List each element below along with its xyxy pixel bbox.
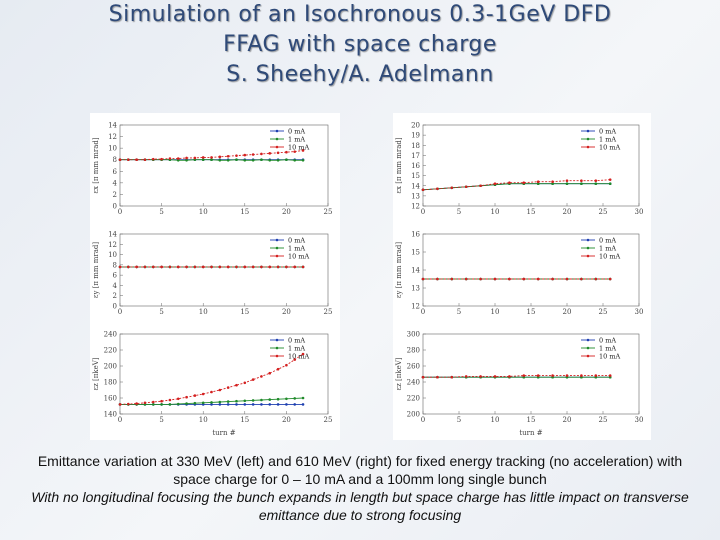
y-tick-label: 17 (411, 151, 420, 160)
data-point (277, 159, 280, 162)
data-point (277, 266, 280, 269)
data-point (580, 278, 583, 281)
data-point (135, 158, 138, 161)
legend-marker (276, 239, 279, 242)
y-tick-label: 200 (406, 410, 420, 419)
data-point (595, 182, 598, 185)
data-point (436, 187, 439, 190)
data-point (177, 266, 180, 269)
legend-label: 0 mA (599, 336, 617, 345)
data-point (210, 401, 213, 404)
data-point (436, 278, 439, 281)
data-point (235, 403, 238, 406)
y-tick-label: 4 (112, 179, 117, 188)
data-point (436, 376, 439, 379)
x-tick-label: 25 (598, 208, 608, 216)
y-axis-label: εy [π mm mrad] (395, 241, 403, 299)
data-point (135, 402, 138, 405)
data-point (194, 157, 197, 160)
x-tick-label: 30 (634, 208, 644, 216)
x-tick-label: 10 (490, 416, 500, 424)
data-point (580, 179, 583, 182)
data-point (119, 403, 122, 406)
y-tick-label: 14 (108, 230, 117, 239)
data-point (268, 403, 271, 406)
x-tick-label: 25 (323, 416, 333, 424)
data-point (260, 399, 263, 402)
legend-marker (587, 247, 590, 250)
x-axis-label: turn # (212, 429, 236, 437)
data-point (551, 278, 554, 281)
y-tick-label: 140 (103, 410, 117, 419)
data-point (260, 266, 263, 269)
data-point (293, 397, 296, 400)
y-axis-label: εx [π mm mrad] (92, 137, 100, 194)
data-point (152, 266, 155, 269)
data-point (595, 374, 598, 377)
data-point (235, 384, 238, 387)
legend-marker (587, 130, 590, 133)
data-point (119, 158, 122, 161)
chart-left-mid (90, 222, 340, 322)
x-tick-label: 15 (240, 208, 250, 216)
x-tick-label: 20 (281, 208, 291, 216)
data-point (252, 378, 255, 381)
x-tick-label: 0 (420, 208, 426, 216)
legend-label: 1 mA (599, 135, 617, 144)
data-point (185, 402, 188, 405)
data-point (285, 266, 288, 269)
legend-label: 0 mA (288, 336, 306, 345)
y-tick-label: 14 (411, 182, 420, 191)
data-point (244, 382, 247, 385)
x-tick-label: 15 (240, 416, 250, 424)
legend-marker (587, 138, 590, 141)
x-tick-label: 25 (598, 416, 608, 424)
legend-label: 0 mA (599, 236, 617, 245)
y-tick-label: 0 (112, 302, 117, 311)
data-point (566, 179, 569, 182)
chart-left-top (90, 113, 340, 222)
data-point (609, 374, 612, 377)
data-point (244, 266, 247, 269)
x-tick-label: 25 (598, 308, 608, 316)
legend-label: 10 mA (288, 352, 310, 361)
data-point (144, 402, 147, 405)
data-point (252, 159, 255, 162)
x-tick-label: 20 (281, 308, 291, 316)
data-point (260, 375, 263, 378)
data-point (235, 154, 238, 157)
chart-left-bot (90, 322, 340, 440)
chart-right-bot (393, 322, 651, 440)
data-point (185, 157, 188, 160)
data-point (566, 374, 569, 377)
y-tick-label: 12 (108, 133, 117, 142)
data-point (169, 403, 172, 406)
x-tick-label: 10 (198, 308, 208, 316)
y-tick-label: 10 (108, 144, 117, 153)
x-tick-label: 10 (198, 208, 208, 216)
title-line-2: FFAG with space charge (223, 32, 497, 57)
data-point (285, 398, 288, 401)
data-point (285, 364, 288, 367)
data-point (268, 152, 271, 155)
data-point (119, 266, 122, 269)
data-point (169, 266, 172, 269)
x-tick-label: 20 (281, 416, 291, 424)
data-point (235, 400, 238, 403)
data-point (494, 278, 497, 281)
x-tick-label: 15 (526, 208, 536, 216)
y-tick-label: 280 (406, 346, 420, 355)
data-point (494, 375, 497, 378)
data-point (244, 159, 247, 162)
data-point (127, 266, 130, 269)
legend-marker (276, 355, 279, 358)
data-point (219, 401, 222, 404)
data-point (252, 403, 255, 406)
y-tick-label: 160 (103, 394, 117, 403)
data-point (194, 402, 197, 405)
x-tick-label: 0 (117, 308, 123, 316)
data-point (422, 376, 425, 379)
data-point (566, 182, 569, 185)
data-point (177, 157, 180, 160)
data-point (227, 403, 230, 406)
x-tick-label: 10 (490, 308, 500, 316)
y-tick-label: 18 (411, 141, 420, 150)
data-point (465, 278, 468, 281)
x-tick-label: 15 (526, 416, 536, 424)
data-point (537, 374, 540, 377)
data-point (479, 184, 482, 187)
data-point (219, 403, 222, 406)
y-tick-label: 2 (112, 190, 117, 199)
legend-label: 0 mA (288, 236, 306, 245)
caption-line-2: With no longitudinal focusing the bunch expands in length but space charge has little impact on transverse emittance due to strong focusing (31, 489, 689, 523)
data-point (268, 398, 271, 401)
data-point (202, 158, 205, 161)
data-point (508, 375, 511, 378)
data-point (479, 375, 482, 378)
chart-right-top (393, 113, 651, 222)
chart-right-mid (393, 222, 651, 322)
legend-marker (587, 239, 590, 242)
legend-marker (276, 339, 279, 342)
data-point (202, 402, 205, 405)
data-point (551, 180, 554, 183)
y-axis-label: εz [πkeV] (395, 357, 403, 391)
caption-line-1: Emittance variation at 330 MeV (left) and 610 MeV (right) for fixed energy tracking (no acceleration) with space charge for 0 – 10 mA and a 100mm long single bunch (37, 453, 683, 487)
x-tick-label: 10 (198, 416, 208, 424)
x-axis-label: turn # (519, 429, 543, 437)
data-point (227, 155, 230, 158)
x-tick-label: 5 (159, 308, 164, 316)
data-point (508, 181, 511, 184)
data-point (185, 396, 188, 399)
data-point (127, 158, 130, 161)
data-point (252, 266, 255, 269)
data-point (537, 278, 540, 281)
data-point (277, 398, 280, 401)
data-point (202, 393, 205, 396)
legend-label: 1 mA (288, 135, 306, 144)
legend-label: 0 mA (288, 127, 306, 136)
legend-label: 0 mA (599, 127, 617, 136)
data-point (135, 266, 138, 269)
data-point (551, 374, 554, 377)
legend-marker (276, 347, 279, 350)
right-figure-panel (393, 113, 651, 440)
data-point (194, 266, 197, 269)
y-tick-label: 14 (411, 266, 420, 275)
data-point (235, 266, 238, 269)
legend-marker (276, 130, 279, 133)
y-tick-label: 12 (411, 202, 420, 211)
y-tick-label: 12 (411, 302, 420, 311)
data-point (302, 266, 305, 269)
y-tick-label: 240 (103, 330, 117, 339)
y-tick-label: 15 (411, 248, 420, 257)
data-point (465, 375, 468, 378)
y-tick-label: 10 (108, 251, 117, 260)
data-point (285, 158, 288, 161)
y-tick-label: 13 (411, 284, 420, 293)
y-tick-label: 12 (108, 240, 117, 249)
legend-marker (587, 347, 590, 350)
slide-title (0, 0, 720, 90)
x-tick-label: 0 (117, 416, 123, 424)
y-tick-label: 19 (411, 131, 420, 140)
data-point (595, 179, 598, 182)
x-tick-label: 30 (634, 308, 644, 316)
data-point (227, 159, 230, 162)
data-point (160, 158, 163, 161)
data-point (210, 266, 213, 269)
legend-marker (587, 355, 590, 358)
data-point (580, 182, 583, 185)
y-tick-label: 2 (112, 292, 117, 301)
data-point (219, 159, 222, 162)
data-point (609, 278, 612, 281)
y-tick-label: 300 (406, 330, 420, 339)
data-point (252, 399, 255, 402)
data-point (144, 158, 147, 161)
data-point (185, 159, 188, 162)
legend-marker (276, 138, 279, 141)
legend-label: 10 mA (599, 352, 621, 361)
x-tick-label: 5 (456, 416, 462, 424)
data-point (293, 266, 296, 269)
y-tick-label: 240 (406, 378, 420, 387)
y-tick-label: 200 (103, 362, 117, 371)
y-tick-label: 16 (411, 162, 420, 170)
legend-marker (276, 247, 279, 250)
series-line (120, 354, 303, 404)
data-point (169, 157, 172, 160)
data-point (566, 278, 569, 281)
data-point (127, 403, 130, 406)
data-point (144, 266, 147, 269)
data-point (422, 278, 425, 281)
data-point (479, 278, 482, 281)
data-point (210, 158, 213, 161)
data-point (152, 403, 155, 406)
data-point (152, 158, 155, 161)
data-point (260, 158, 263, 161)
data-point (595, 278, 598, 281)
data-point (302, 397, 305, 400)
x-tick-label: 25 (323, 208, 333, 216)
y-tick-label: 8 (112, 156, 117, 165)
x-tick-label: 0 (420, 308, 426, 316)
data-point (609, 178, 612, 181)
data-point (160, 266, 163, 269)
data-point (202, 266, 205, 269)
data-point (244, 154, 247, 157)
data-point (277, 151, 280, 154)
data-point (260, 403, 263, 406)
y-tick-label: 180 (103, 378, 117, 387)
x-tick-label: 20 (562, 208, 572, 216)
data-point (235, 158, 238, 161)
data-point (227, 386, 230, 389)
data-point (451, 278, 454, 281)
legend-label: 1 mA (288, 244, 306, 253)
data-point (277, 403, 280, 406)
y-tick-label: 220 (406, 394, 420, 403)
data-point (451, 376, 454, 379)
legend-label: 10 mA (288, 143, 310, 152)
y-tick-label: 6 (112, 271, 117, 280)
data-point (465, 185, 468, 188)
y-tick-label: 220 (103, 346, 117, 355)
data-point (494, 182, 497, 185)
y-tick-label: 13 (411, 192, 420, 201)
legend-label: 10 mA (288, 252, 310, 261)
legend-marker (587, 255, 590, 258)
data-point (227, 266, 230, 269)
legend-label: 10 mA (599, 143, 621, 152)
x-tick-label: 20 (562, 416, 572, 424)
data-point (202, 156, 205, 159)
x-tick-label: 5 (159, 208, 164, 216)
x-tick-label: 25 (323, 308, 333, 316)
data-point (268, 372, 271, 375)
legend-marker (587, 146, 590, 149)
x-tick-label: 10 (490, 208, 500, 216)
data-point (210, 156, 213, 159)
data-point (169, 399, 172, 402)
data-point (244, 403, 247, 406)
legend-marker (276, 146, 279, 149)
legend-label: 1 mA (599, 344, 617, 353)
data-point (152, 401, 155, 404)
y-tick-label: 20 (411, 121, 420, 130)
y-tick-label: 14 (108, 121, 117, 130)
data-point (285, 403, 288, 406)
legend-label: 1 mA (288, 344, 306, 353)
y-tick-label: 8 (112, 261, 117, 270)
data-point (537, 180, 540, 183)
legend-label: 10 mA (599, 252, 621, 261)
x-tick-label: 0 (420, 416, 426, 424)
data-point (580, 374, 583, 377)
y-tick-label: 0 (112, 202, 117, 211)
data-point (268, 159, 271, 162)
data-point (268, 266, 271, 269)
data-point (185, 266, 188, 269)
y-tick-label: 15 (411, 172, 420, 181)
title-line-1: Simulation of an Isochronous 0.3-1GeV DFD (108, 2, 612, 27)
x-tick-label: 15 (240, 308, 250, 316)
data-point (244, 400, 247, 403)
x-tick-label: 20 (562, 308, 572, 316)
data-point (177, 403, 180, 406)
data-point (260, 153, 263, 156)
data-point (219, 266, 222, 269)
legend-label: 1 mA (599, 244, 617, 253)
data-point (302, 159, 305, 162)
x-tick-label: 30 (634, 416, 644, 424)
data-point (160, 403, 163, 406)
data-point (523, 181, 526, 184)
x-tick-label: 5 (456, 308, 462, 316)
x-tick-label: 5 (159, 416, 164, 424)
y-tick-label: 6 (112, 167, 117, 176)
data-point (422, 189, 425, 192)
data-point (210, 391, 213, 394)
data-point (523, 278, 526, 281)
y-axis-label: εy [π mm mrad] (92, 241, 100, 299)
y-axis-label: εx [π mm mrad] (395, 137, 403, 194)
data-point (451, 186, 454, 189)
y-tick-label: 4 (112, 281, 117, 290)
data-point (609, 182, 612, 185)
y-axis-label: εz [πkeV] (92, 357, 100, 391)
legend-marker (587, 339, 590, 342)
data-point (160, 400, 163, 403)
data-point (277, 368, 280, 371)
data-point (252, 153, 255, 156)
data-point (177, 398, 180, 401)
title-line-3: S. Sheehy/A. Adelmann (226, 62, 494, 87)
legend-marker (276, 255, 279, 258)
data-point (194, 394, 197, 397)
y-tick-label: 260 (406, 362, 420, 371)
data-point (508, 278, 511, 281)
x-tick-label: 5 (456, 208, 462, 216)
data-point (219, 389, 222, 392)
data-point (523, 374, 526, 377)
x-tick-label: 15 (526, 308, 536, 316)
data-point (293, 159, 296, 162)
x-tick-label: 0 (117, 208, 123, 216)
y-tick-label: 16 (411, 230, 420, 239)
data-point (293, 403, 296, 406)
caption (30, 452, 690, 524)
data-point (302, 403, 305, 406)
data-point (227, 400, 230, 403)
data-point (219, 156, 222, 159)
left-figure-panel (90, 113, 340, 440)
